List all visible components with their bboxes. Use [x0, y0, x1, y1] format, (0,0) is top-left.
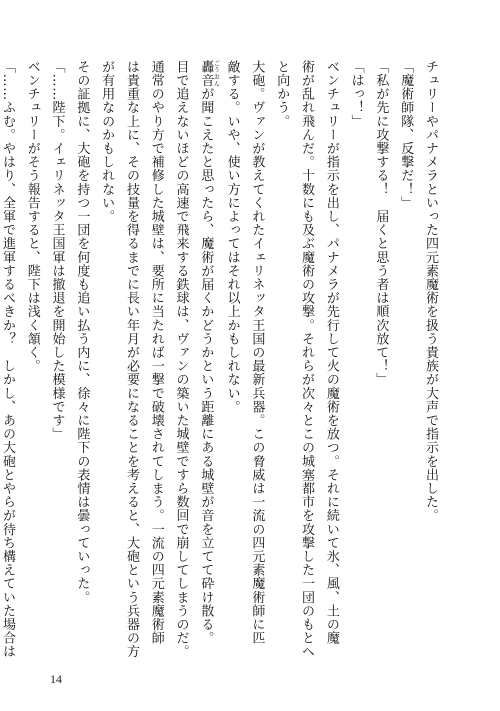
- vertical-body-text: [0, 60, 442, 659]
- text-line: 「私が先に攻撃する！ 届くと思う者は順次放て！」: [373, 60, 389, 387]
- text-line: は貴重な上に、その技量を得るまでに長い年月が必要になることを考えると、大砲という兵器の方: [123, 60, 139, 659]
- text-line: ベンチュリーがそう報告すると、陛下は浅く頷く。: [24, 60, 40, 373]
- text-line: 「……陛下。イェリネッタ王国軍は撤退を開始した模様です」: [49, 60, 65, 441]
- text-line: ベンチュリーが指示を出し、パナメラが先行して火の魔術を放つ。それに続いて氷、風、土の魔: [323, 60, 339, 645]
- text-line: 「はっ！」: [348, 60, 364, 128]
- text-line: 術が乱れ飛んだ。十数にも及ぶ魔術の攻撃。それらが次々とこの城塞都市を攻撃した一団のもとへ: [299, 60, 315, 659]
- text-line: その証拠に、大砲を持つ一団を何度も追い払う内に、徐々に陛下の表情は曇っていった。: [74, 60, 90, 604]
- ruby-word: [198, 60, 220, 88]
- text-line: チュリーやパナメラといった四元素魔術を扱う貴族が大声で指示を出した。: [423, 60, 438, 523]
- text-line-rest: が聞こえたと思ったら、魔術が届くかどうかという距離にある城壁が音を立てて砕け散る。: [198, 87, 214, 645]
- text-line: 敵する。いや、使い方によってはそれ以上かもしれない。: [224, 60, 240, 414]
- text-line: が有用なのかもしれない。: [99, 60, 115, 224]
- text-line: 通常のやり方で補修した城壁は、要所に当たれば一撃で破壊されてしまう。一流の四元素魔術師: [148, 60, 164, 645]
- text-line: 目で追えないほどの高速で飛来する鉄球は、ヴァンの築いた城壁ですら数回で崩してしまうのだ。: [173, 60, 189, 659]
- text-line: 大砲。ヴァンが教えてくれたイェリネッタ王国の最新兵器。この脅威は一流の四元素魔術師に匹: [249, 60, 265, 645]
- page-number: 14: [50, 672, 62, 686]
- text-line: 「……ふむ。やはり、全軍で進軍するべきか？ しかし、あの大砲とやらが待ち構えていた場合は: [0, 60, 15, 659]
- text-line-with-ruby: [193, 60, 219, 650]
- ruby-reading: ごうおん: [212, 60, 220, 88]
- text-line: と向かう。: [274, 60, 290, 128]
- text-line: 「魔術師隊、反撃だ！」: [398, 60, 414, 210]
- ruby-base: 轟音: [198, 60, 214, 88]
